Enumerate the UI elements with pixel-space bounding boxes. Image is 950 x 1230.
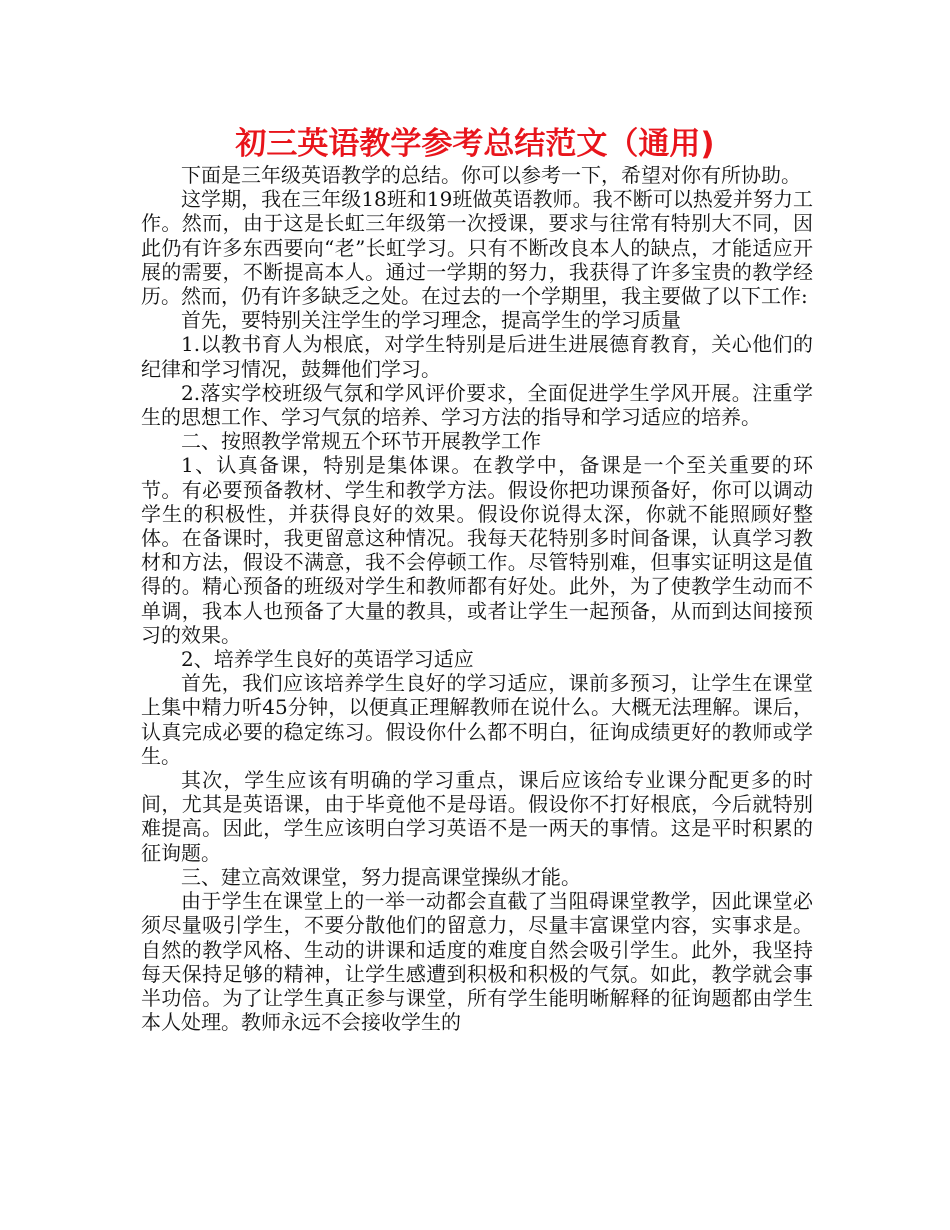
heading-second: 二、按照教学常规五个环节开展教学工作 <box>181 429 541 454</box>
paragraph-lesson-prep: 1、认真备课，特别是集体课。在教学中，备课是一个至关重要的环节。有必要预备教材、学生和教学方法。假设你把功课预备好，你可以调动学生的积极性，并获得良好的效果。假设你说得太深，你就不能照顾好整体。在备课时，我更留意这种情况。我每天花特别多时间备课，认真学习教材和方法，假设不满意，我不会停顿工作。尽管特别难，但事实证明这是值得的。精心预备的班级对学生和教师都有好处。此外，为了使教学生动而不单调，我本人也预备了大量的教具，或者让学生一起预备，从而到达间接预习的效果。 <box>141 453 813 647</box>
document-body <box>141 163 813 1034</box>
document-title: 初三英语教学参考总结范文（通用) <box>235 126 715 162</box>
heading-first: 首先，要特别关注学生的学习理念，提高学生的学习质量 <box>181 308 681 333</box>
heading-habits: 2、培养学生良好的英语学习适应 <box>181 647 474 672</box>
paragraph-intro: 下面是三年级英语教学的总结。你可以参考一下，希望对你有所协助。 <box>181 163 801 187</box>
heading-third: 三、建立高效课堂，努力提高课堂操纵才能。 <box>181 864 581 889</box>
paragraph-classroom: 由于学生在课堂上的一举一动都会直截了当阻碍课堂教学，因此课堂必须尽量吸引学生，不要分散他们的留意力，尽量丰富课堂内容，实事求是。自然的教学风格、生动的讲课和适度的难度自然会吸引学生。此外，我坚持每天保持足够的精神，让学生感遭到积极和积极的气氛。如此，教学就会事半功倍。为了让学生真正参与课堂，所有学生能明晰解释的征询题都由学生本人处理。教师永远不会接收学生的 <box>141 889 813 1035</box>
paragraph-overview: 这学期，我在三年级18班和19班做英语教师。我不断可以热爱并努力工作。然而，由于这是长虹三年级第一次授课，要求与往常有特别大不同，因此仍有许多东西要向“老”长虹学习。只有不断改良本人的缺点，才能适应开展的需要，不断提高本人。通过一学期的努力，我获得了许多宝贵的教学经历。然而，仍有许多缺乏之处。在过去的一个学期里，我主要做了以下工作: <box>141 187 813 309</box>
paragraph-habits-second: 其次，学生应该有明确的学习重点，课后应该给专业课分配更多的时间，尤其是英语课，由于毕竟他不是母语。假设你不打好根底，今后就特别难提高。因此，学生应该明白学习英语不是一两天的事情。这是平时积累的征询题。 <box>141 768 813 865</box>
paragraph-habits-first: 首先，我们应该培养学生良好的学习适应，课前多预习，让学生在课堂上集中精力听45分钟，以便真正理解教师在说什么。大概无法理解。课后，认真完成必要的稳定练习。假设你什么都不明白，征询成绩更好的教师或学生。 <box>141 671 813 768</box>
paragraph-item-2: 2.落实学校班级气氛和学风评价要求，全面促进学生学风开展。注重学生的思想工作、学习气氛的培养、学习方法的指导和学习适应的培养。 <box>141 380 813 430</box>
paragraph-item-1: 1.以教书育人为根底，对学生特别是后进生进展德育教育，关心他们的纪律和学习情况，鼓舞他们学习。 <box>141 332 813 381</box>
